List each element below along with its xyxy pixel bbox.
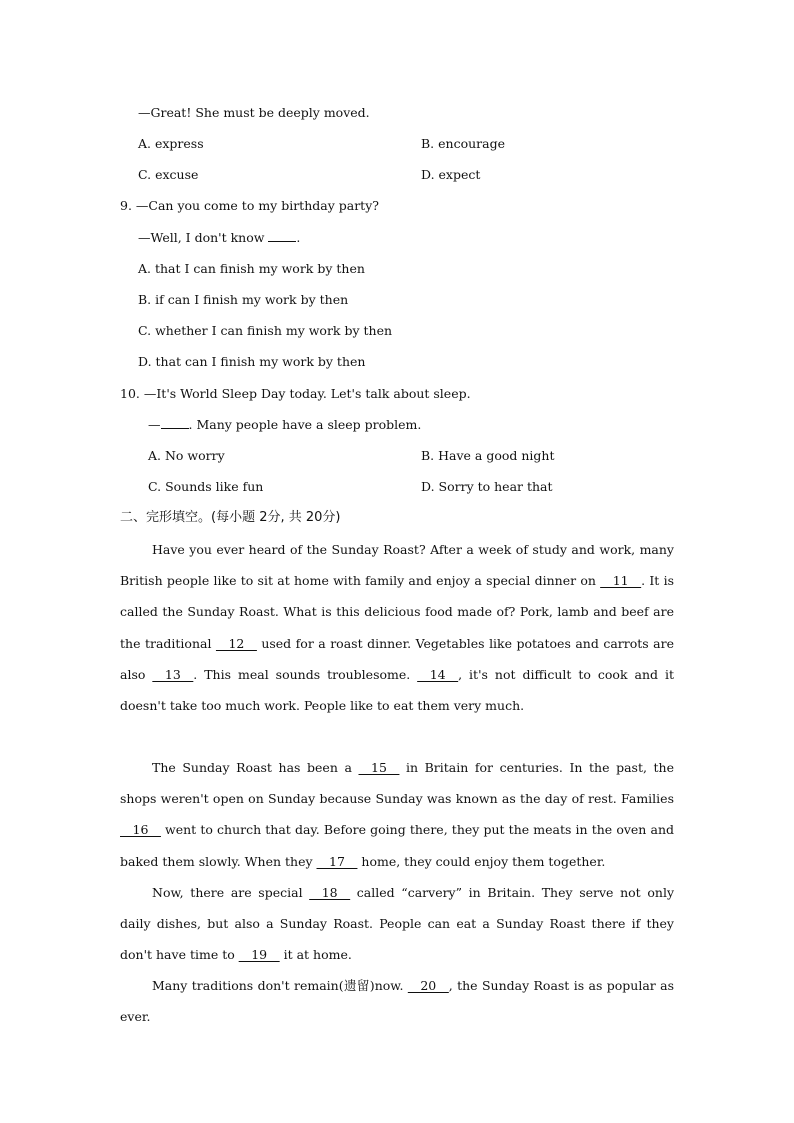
blank-16: __16__ bbox=[120, 822, 161, 838]
blank-20: __20__ bbox=[407, 978, 449, 993]
q10-option-a: A. No worry bbox=[148, 448, 225, 463]
section-heading: 二、完形填空。(每小题 2分, 共 20分) bbox=[120, 510, 341, 525]
q9-option-a: A. that I can finish my work by then bbox=[138, 261, 365, 276]
q8-option-c: C. excuse bbox=[138, 167, 199, 182]
blank-15: __15__ bbox=[358, 760, 400, 775]
q8-option-a: A. express bbox=[138, 136, 204, 151]
passage-paragraph-2: The Sunday Roast has been a __15__ in Britain for centuries. In the past, the shops weren't open on Sunday because Sunday was known as the day of rest. Families __16__ went to church that day. Before going there, they put the meats in the oven and baked them slowly. When they __17__ home, they could enjoy them together. bbox=[120, 760, 674, 869]
blank-12: __12__ bbox=[215, 635, 257, 651]
blank-13: __13__ bbox=[152, 666, 194, 682]
q10-response: — . Many people have a sleep problem. bbox=[148, 417, 422, 432]
q10-blank bbox=[161, 417, 189, 429]
q9-option-b: B. if can I finish my work by then bbox=[138, 292, 349, 307]
q10-option-c: C. Sounds like fun bbox=[148, 479, 264, 494]
passage-paragraph-3: Now, there are special __18__ called “carvery” in Britain. They serve not only daily dishes, but also a Sunday Roast. People can eat a Sunday Roast there if they don't have time to __19__ it at home. bbox=[120, 885, 675, 963]
blank-14: __14__ bbox=[417, 666, 459, 682]
q9-option-c: C. whether I can finish my work by then bbox=[138, 323, 393, 338]
q10-option-b: B. Have a good night bbox=[421, 448, 555, 463]
blank-17: __17__ bbox=[316, 853, 358, 869]
q9-prompt: 9. —Can you come to my birthday party? bbox=[120, 198, 379, 213]
q9-option-d: D. that can I finish my work by then bbox=[138, 354, 366, 369]
q8-response: —Great! She must be deeply moved. bbox=[138, 105, 370, 120]
q8-option-b: B. encourage bbox=[421, 136, 505, 151]
blank-18: __18__ bbox=[309, 885, 351, 900]
q8-option-d: D. expect bbox=[421, 167, 481, 182]
q10-option-d: D. Sorry to hear that bbox=[421, 479, 553, 494]
blank-19: __19__ bbox=[238, 947, 280, 963]
passage-paragraph-1: Have you ever heard of the Sunday Roast? After a week of study and work, many British people like to sit at home with family and enjoy a special dinner on __11__. It is called the Sunday Roast. What is this delicious food made of? Pork, lamb and beef are the traditional __12__ used for a roast dinner. Vegetables like potatoes and carrots are also __13__. This meal sounds troublesome. __14__, it's not difficult to cook and it doesn't take too much work. People like to eat them very much. bbox=[120, 542, 675, 714]
q9-response: —Well, I don't know . bbox=[138, 230, 301, 245]
q10-prompt: 10. —It's World Sleep Day today. Let's talk about sleep. bbox=[120, 386, 471, 401]
q9-blank bbox=[268, 230, 296, 242]
blank-11: __11__ bbox=[600, 573, 642, 589]
passage-paragraph-4: Many traditions don't remain(遗留)now. __20__, the Sunday Roast is as popular as ever. bbox=[120, 978, 674, 1025]
